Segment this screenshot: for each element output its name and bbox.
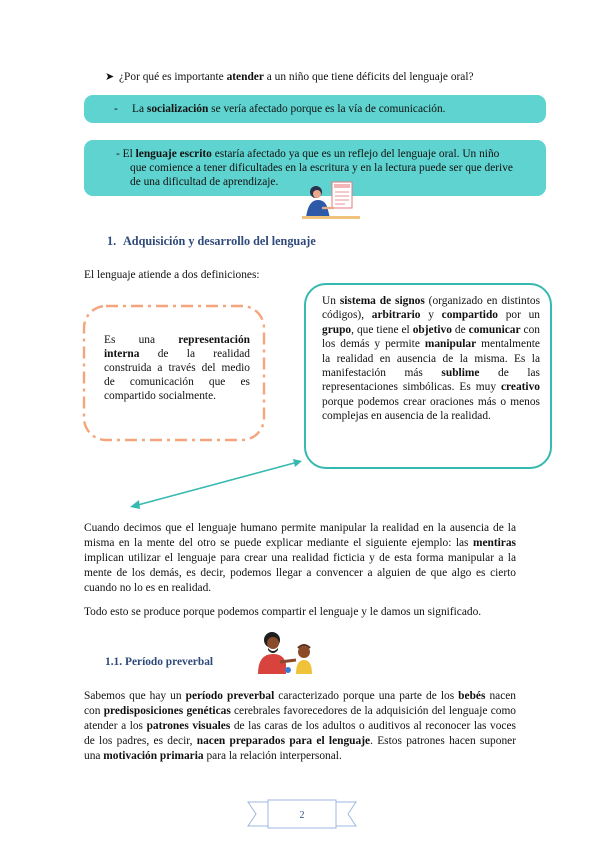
paragraph-periodo-preverbal: Sabemos que hay un período preverbal caracterizado porque una parte de los bebés nacen con predisposiciones genéticas cerebrales favorecedores de la adquisición del lenguaje como atender a los patrones visuales de las caras de los adultos o auditivos al reconocer las voces de los padres, es decir, nacen preparados para el lenguaje. Estos patrones hacen suponer una motivación primaria para la relación interpersonal. [84, 690, 517, 762]
subsection-heading: 1.1. Período preverbal [105, 656, 214, 668]
student-writing-illustration [300, 178, 362, 222]
answer-text: - El lenguaje escrito estaría afectado ya que es un reflejo del lenguaje oral. Un niño que comience a tener dificultades en la escritura y en la lectura puede ser que derive de una dificultad de aprendizaje. [116, 148, 513, 188]
adult-baby-illustration [252, 630, 318, 676]
intro-text: El lenguaje atiende a dos definiciones: [84, 269, 260, 281]
page-number: 2 [299, 810, 305, 821]
paragraph-mentiras: Cuando decimos que el lenguaje humano permite manipular la realidad en la ausencia de la misma en la mente del otro se puede explicar mediante el siguiente ejemplo: las mentiras implican utilizar el lenguaje para crear una realidad ficticia y de esta forma manipular a la mente de los demás, es decir, podemos llegar a convencer a alguien de que algo es cierto cuando no lo es en realidad. [84, 522, 516, 594]
section-heading: 1. Adquisición y desarrollo del lenguaje [107, 234, 316, 248]
paragraph-significado: Todo esto se produce porque podemos compartir el lenguaje y le damos un significado. [84, 606, 482, 618]
connector-arrow-icon [128, 456, 304, 512]
answer-box-socializacion [84, 95, 546, 123]
arrow-bullet-icon: ➤ [105, 71, 115, 83]
question-line: ➤ ¿Por qué es importante atender a un niño que tiene déficits del lenguaje oral? [105, 71, 474, 83]
definition-left-text: Es una representación interna de la realidad construida a través del medio de comunicación que es compartido socialmente. [104, 334, 250, 402]
answer-text: - La socialización se vería afectado porque es la vía de comunicación. [114, 103, 446, 115]
definition-right-text: Un sistema de signos (organizado en distintos códigos), arbitrario y compartido por un grupo, que tiene el objetivo de comunicar con los demás y permite manipular mentalmente la realidad en ausencia de la misma. Es la manifestación más sublime de las representaciones simbólicas. Es muy creativo porque podemos crear oraciones más o menos complejas en ausencia de la realidad. [322, 295, 540, 423]
